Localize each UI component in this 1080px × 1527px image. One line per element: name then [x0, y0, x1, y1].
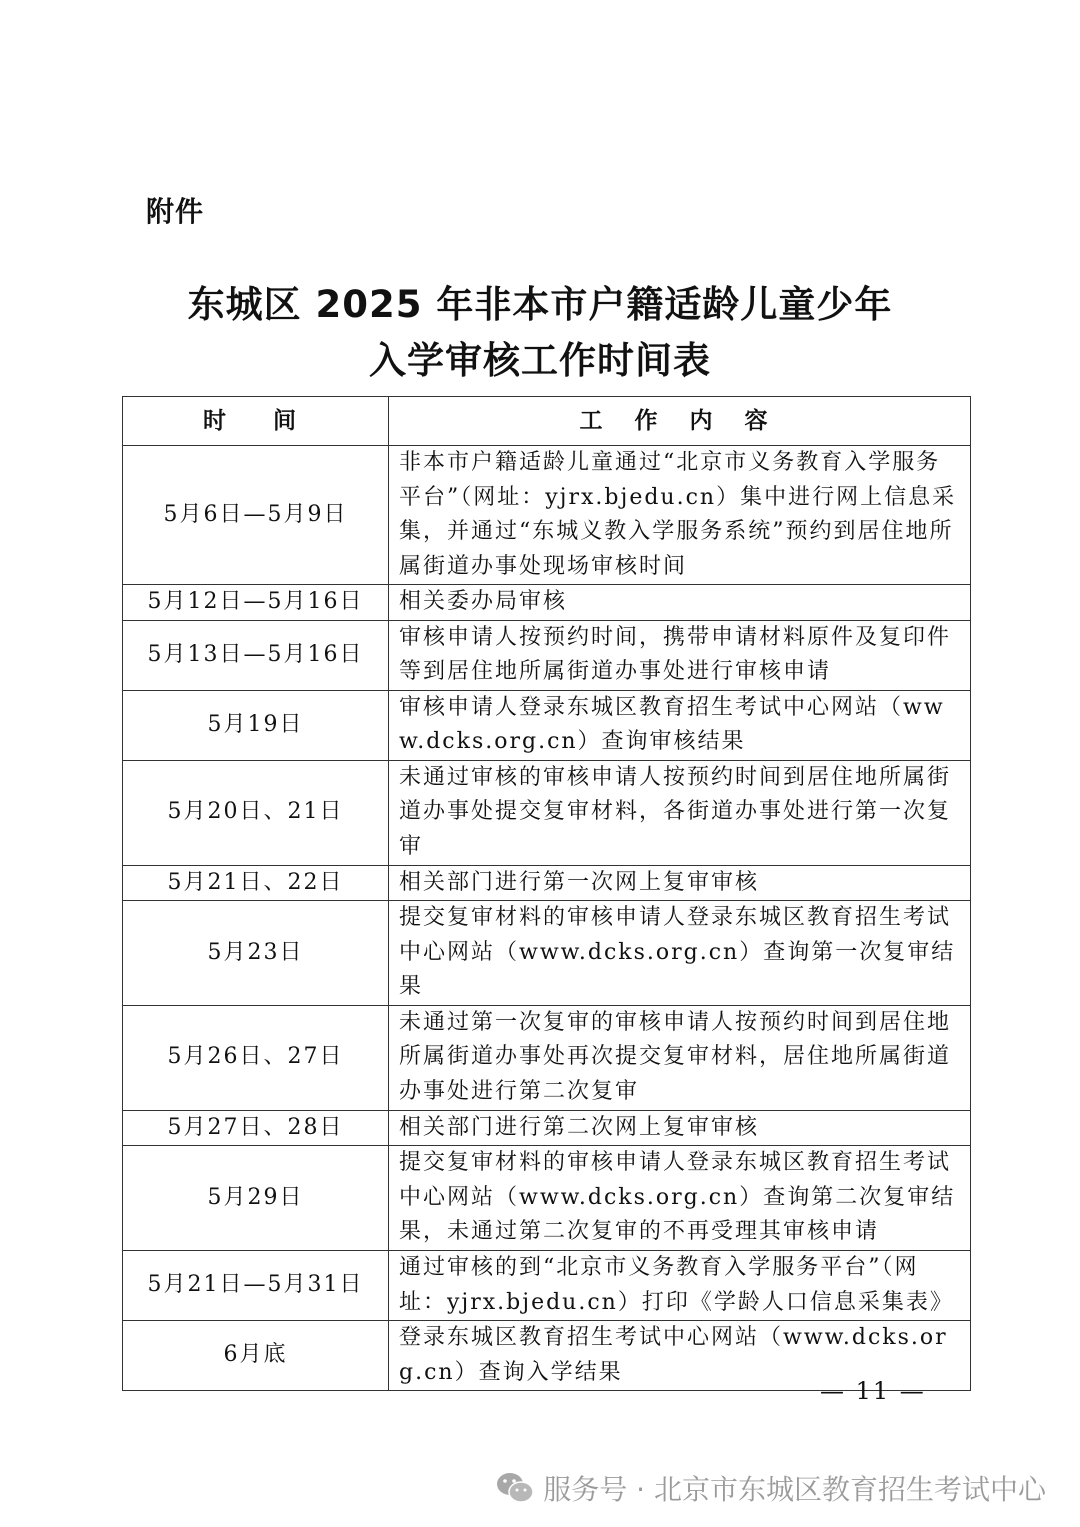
row-content: 相关部门进行第一次网上复审审核: [389, 865, 971, 901]
row-time: 5月19日: [123, 690, 389, 760]
row-time: 5月20日、21日: [123, 760, 389, 865]
header-time: 时 间: [123, 397, 389, 446]
footer-text: 服务号 · 北京市东城区教育招生考试中心: [543, 1473, 1046, 1506]
wechat-icon: [495, 1471, 535, 1505]
row-time: 5月12日—5月16日: [123, 585, 389, 621]
row-content: 未通过审核的审核申请人按预约时间到居住地所属街道办事处提交复审材料，各街道办事处进行第一次复审: [389, 760, 971, 865]
table-row: [123, 1005, 971, 1110]
row-time: 5月29日: [123, 1146, 389, 1251]
row-time: 5月26日、27日: [123, 1005, 389, 1110]
schedule-table: [122, 396, 971, 1391]
table-row: [123, 585, 971, 621]
document-title-line-2: 入学审核工作时间表: [369, 339, 711, 382]
table-header-row: [123, 397, 971, 446]
table-row: [123, 1110, 971, 1146]
row-content: 提交复审材料的审核申请人登录东城区教育招生考试中心网站（www.dcks.org.cn）查询第一次复审结果: [389, 901, 971, 1006]
table-row: [123, 1146, 971, 1251]
row-content: 提交复审材料的审核申请人登录东城区教育招生考试中心网站（www.dcks.org.cn）查询第二次复审结果，未通过第二次复审的不再受理其审核申请: [389, 1146, 971, 1251]
row-content: 相关部门进行第二次网上复审审核: [389, 1110, 971, 1146]
table-row: [123, 901, 971, 1006]
footer-watermark: [495, 1468, 1046, 1508]
table-row: [123, 446, 971, 585]
row-time: 6月底: [123, 1321, 389, 1391]
page-number: — 11 —: [820, 1377, 926, 1405]
row-time: 5月21日、22日: [123, 865, 389, 901]
table-row: [123, 620, 971, 690]
document-title-line-1: 东城区 2025 年非本市户籍适龄儿童少年: [187, 283, 893, 326]
row-content: 未通过第一次复审的审核申请人按预约时间到居住地所属街道办事处再次提交复审材料，居住地所属街道办事处进行第二次复审: [389, 1005, 971, 1110]
row-time: 5月21日—5月31日: [123, 1251, 389, 1321]
table-row: [123, 1251, 971, 1321]
header-content: 工 作 内 容: [389, 397, 971, 446]
table-row: [123, 690, 971, 760]
table-row: [123, 760, 971, 865]
row-time: 5月6日—5月9日: [123, 446, 389, 585]
table-row: [123, 865, 971, 901]
attachment-label: 附件: [146, 195, 205, 228]
row-time: 5月27日、28日: [123, 1110, 389, 1146]
row-time: 5月13日—5月16日: [123, 620, 389, 690]
row-content: 通过审核的到“北京市义务教育入学服务平台”（网址：yjrx.bjedu.cn）打印《学龄人口信息采集表》: [389, 1251, 971, 1321]
row-content: 登录东城区教育招生考试中心网站（www.dcks.org.cn）查询入学结果: [389, 1321, 971, 1391]
row-content: 审核申请人按预约时间，携带申请材料原件及复印件等到居住地所属街道办事处进行审核申请: [389, 620, 971, 690]
row-content: 相关委办局审核: [389, 585, 971, 621]
row-time: 5月23日: [123, 901, 389, 1006]
row-content: 审核申请人登录东城区教育招生考试中心网站（www.dcks.org.cn）查询审核结果: [389, 690, 971, 760]
row-content: 非本市户籍适龄儿童通过“北京市义务教育入学服务平台”（网址：yjrx.bjedu.cn）集中进行网上信息采集，并通过“东城义教入学服务系统”预约到居住地所属街道办事处现场审核时间: [389, 446, 971, 585]
